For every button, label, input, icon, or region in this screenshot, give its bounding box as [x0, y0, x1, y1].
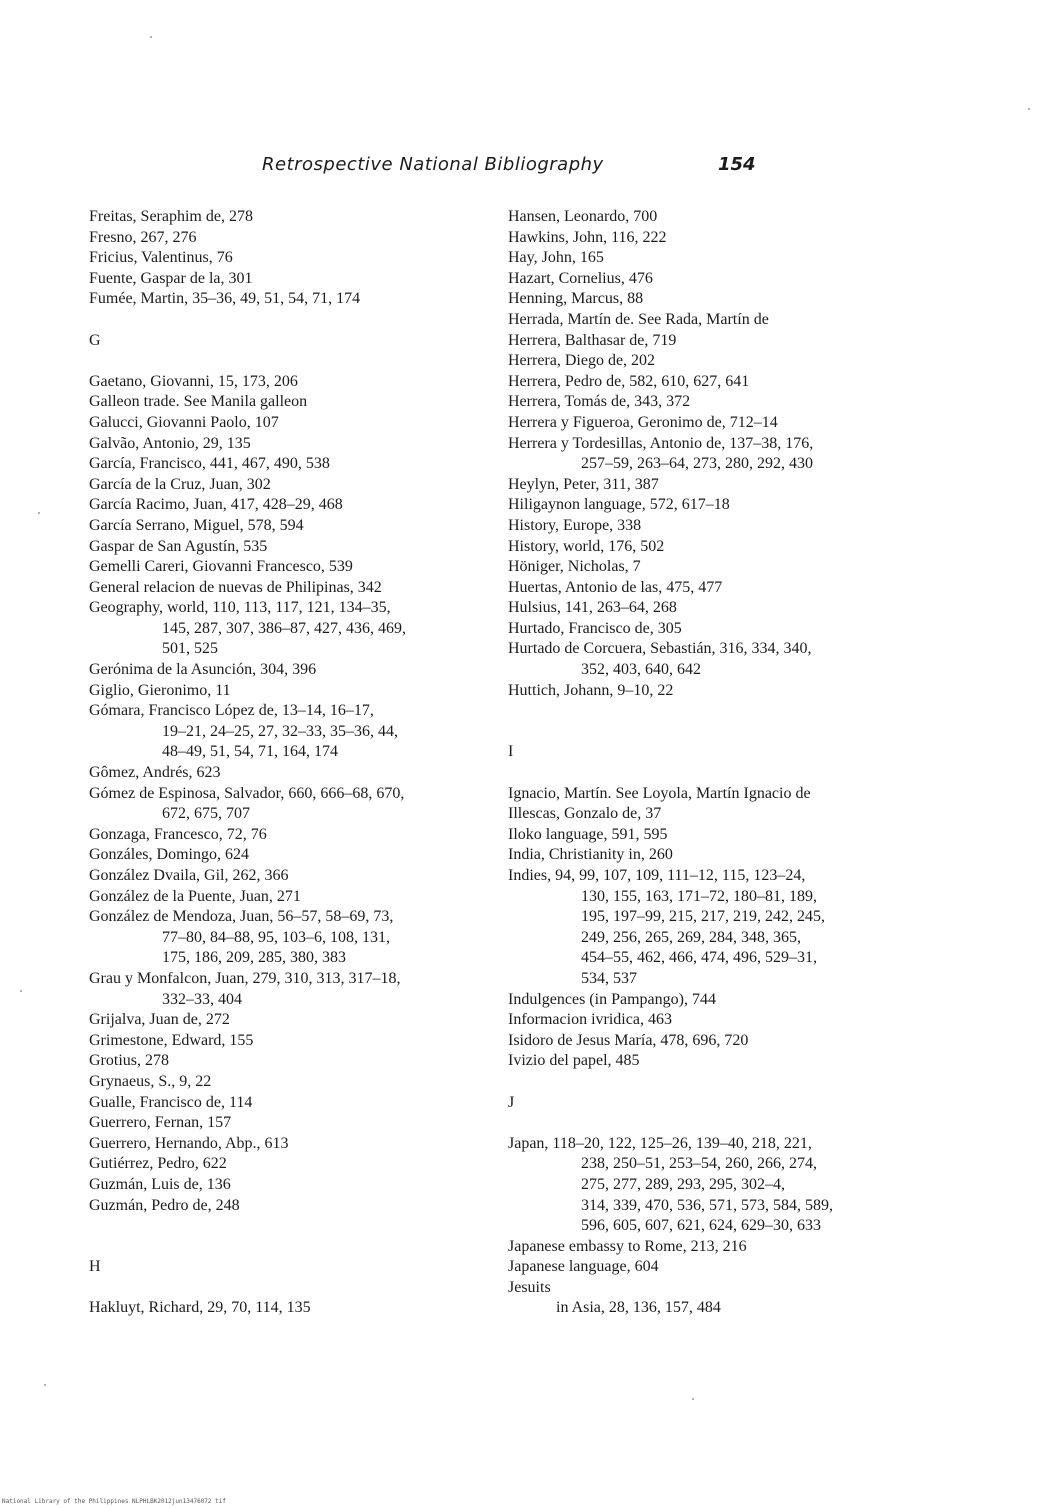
index-entry: González de la Puente, Juan, 271: [89, 887, 301, 905]
index-entry: Gômez, Andrés, 623: [89, 764, 221, 782]
scan-speck: [38, 512, 40, 514]
scan-speck: [20, 990, 22, 992]
index-entry: García Serrano, Miguel, 578, 594: [89, 516, 304, 534]
index-entry: Hiligaynon language, 572, 617–18: [508, 496, 730, 514]
index-entry: India, Christianity in, 260: [508, 846, 673, 864]
index-entry: González Dvaila, Gil, 262, 366: [89, 867, 289, 884]
index-entry-continuation: 275, 277, 289, 293, 295, 302–4,: [581, 1175, 785, 1193]
scan-speck: [150, 36, 152, 38]
index-entry: Herrada, Martín de. See Rada, Martín de: [508, 310, 769, 328]
spacer: [508, 1072, 928, 1093]
index-entry: Ignacio, Martín. See Loyola, Martín Ignacio de: [508, 784, 811, 802]
spacer: [89, 1278, 469, 1299]
scan-speck: [692, 1398, 694, 1400]
section-letter: H: [89, 1258, 101, 1276]
index-entry: Hakluyt, Richard, 29, 70, 114, 135: [89, 1299, 311, 1317]
index-entry: Gualle, Francisco de, 114: [89, 1093, 253, 1111]
index-entry: García, Francisco, 441, 467, 490, 538: [89, 455, 330, 473]
index-entry: García de la Cruz, Juan, 302: [89, 475, 271, 493]
index-entry: Fumée, Martin, 35–36, 49, 51, 54, 71, 174: [89, 290, 361, 308]
index-column-right: [508, 207, 928, 1319]
index-entry-continuation: 534, 537: [581, 969, 637, 987]
index-entry: Galvão, Antonio, 29, 135: [89, 434, 251, 452]
scan-speck: [44, 1384, 46, 1386]
spacer: [508, 1113, 928, 1134]
index-entry: Grau y Monfalcon, Juan, 279, 310, 313, 317–18,: [89, 969, 401, 987]
index-entry: Indulgences (in Pampango), 744: [508, 990, 716, 1008]
index-entry: Japanese embassy to Rome, 213, 216: [508, 1237, 747, 1255]
index-entry: Jesuits: [508, 1278, 551, 1296]
scan-speck: [1028, 108, 1030, 110]
index-entry: Galleon trade. See Manila galleon: [89, 393, 308, 411]
index-entry: Guerrero, Fernan, 157: [89, 1114, 232, 1132]
spacer: [508, 701, 928, 722]
index-entry: Heylyn, Peter, 311, 387: [508, 475, 659, 493]
index-entry: General relacion de nuevas de Philipinas, 342: [89, 578, 382, 596]
index-entry-continuation: 332–33, 404: [162, 990, 242, 1008]
index-entry: Japanese language, 604: [508, 1258, 659, 1276]
index-entry: Hurtado de Corcuera, Sebastián, 316, 334, 340,: [508, 640, 812, 658]
index-entry-continuation: 257–59, 263–64, 273, 280, 292, 430: [581, 455, 813, 473]
index-entry: Gonzáles, Domingo, 624: [89, 846, 249, 864]
book-title: Retrospective National Bibliography: [262, 154, 604, 175]
index-entry: Geography, world, 110, 113, 117, 121, 134–35,: [89, 599, 391, 617]
index-entry-continuation: 672, 675, 707: [162, 805, 250, 823]
index-column-left: [89, 207, 469, 1319]
index-entry: Giglio, Gieronimo, 11: [89, 681, 231, 699]
scan-footer: National Library of the Philippines NLPHLBK2012jun13476072 tif: [2, 1498, 226, 1505]
index-entry: Ivizio del papel, 485: [508, 1052, 640, 1070]
index-entry: Gerónima de la Asunción, 304, 396: [89, 661, 317, 679]
index-entry: Guerrero, Hernando, Abp., 613: [89, 1134, 289, 1152]
index-entry: Galucci, Giovanni Paolo, 107: [89, 413, 279, 431]
index-entry: Herrera, Tomás de, 343, 372: [508, 393, 691, 411]
index-entry-continuation: 77–80, 84–88, 95, 103–6, 108, 131,: [162, 928, 390, 946]
spacer: [89, 351, 469, 372]
index-entry: Huttich, Johann, 9–10, 22: [508, 681, 674, 699]
index-entry: Guzmán, Luis de, 136: [89, 1175, 231, 1193]
spacer: [508, 763, 928, 784]
spacer: [89, 1216, 469, 1237]
index-entry: Hansen, Leonardo, 700: [508, 208, 658, 225]
index-entry: Guzmán, Pedro de, 248: [89, 1196, 240, 1214]
index-entry: Gonzaga, Francesco, 72, 76: [89, 825, 267, 843]
index-entry: Japan, 118–20, 122, 125–26, 139–40, 218, 221,: [508, 1134, 812, 1152]
index-entry: Herrera y Figueroa, Geronimo de, 712–14: [508, 413, 778, 431]
index-entry: Gutiérrez, Pedro, 622: [89, 1155, 227, 1173]
index-entry: Grijalva, Juan de, 272: [89, 1011, 230, 1029]
index-entry: Fuente, Gaspar de la, 301: [89, 269, 253, 287]
index-entry: Gaetano, Giovanni, 15, 173, 206: [89, 372, 298, 390]
index-entry-continuation: 249, 256, 265, 269, 284, 348, 365,: [581, 928, 801, 946]
index-entry: Gómez de Espinosa, Salvador, 660, 666–68, 670,: [89, 784, 405, 802]
index-entry: Herrera, Pedro de, 582, 610, 627, 641: [508, 372, 750, 390]
index-entry: Informacion ivridica, 463: [508, 1011, 672, 1029]
index-entry: Hulsius, 141, 263–64, 268: [508, 599, 677, 617]
index-entry: Henning, Marcus, 88: [508, 290, 644, 308]
index-entry: Isidoro de Jesus María, 478, 696, 720: [508, 1031, 749, 1049]
index-entry: Hazart, Cornelius, 476: [508, 269, 653, 287]
index-entry: Freitas, Seraphim de, 278: [89, 208, 253, 225]
index-entry: History, Europe, 338: [508, 516, 642, 534]
index-entry: Herrera, Diego de, 202: [508, 352, 656, 370]
page-number: 154: [718, 154, 756, 175]
index-entry: Indies, 94, 99, 107, 109, 111–12, 115, 123–24,: [508, 867, 806, 884]
section-letter: J: [508, 1093, 515, 1111]
index-entry: Fricius, Valentinus, 76: [89, 249, 233, 267]
index-entry-continuation: 195, 197–99, 215, 217, 219, 242, 245,: [581, 908, 825, 926]
index-entry-continuation: 501, 525: [162, 640, 218, 658]
index-entry: Grotius, 278: [89, 1052, 169, 1070]
index-entry-continuation: 454–55, 462, 466, 474, 496, 529–31,: [581, 949, 817, 967]
index-entry-continuation: 596, 605, 607, 621, 624, 629–30, 633: [581, 1217, 821, 1235]
index-entry: Hawkins, John, 116, 222: [508, 228, 667, 246]
index-entry: Gómara, Francisco López de, 13–14, 16–17,: [89, 702, 374, 720]
index-entry: Huertas, Antonio de las, 475, 477: [508, 578, 723, 596]
running-header: [0, 154, 1064, 184]
index-entry-continuation: 145, 287, 307, 386–87, 427, 436, 469,: [162, 619, 406, 637]
index-entry-continuation: 238, 250–51, 253–54, 260, 266, 274,: [581, 1155, 817, 1173]
index-entry: Herrera, Balthasar de, 719: [508, 331, 677, 349]
index-entry: González de Mendoza, Juan, 56–57, 58–69, 73,: [89, 908, 394, 926]
index-entry-continuation: 175, 186, 209, 285, 380, 383: [162, 949, 346, 967]
index-entry: Illescas, Gonzalo de, 37: [508, 805, 662, 823]
spacer: [89, 310, 469, 331]
index-entry-continuation: 352, 403, 640, 642: [581, 661, 701, 679]
index-entry-continuation: 48–49, 51, 54, 71, 164, 174: [162, 743, 338, 761]
index-entry: Hurtado, Francisco de, 305: [508, 619, 682, 637]
index-entry: Höniger, Nicholas, 7: [508, 558, 641, 576]
spacer: [508, 722, 928, 743]
index-entry: Gaspar de San Agustín, 535: [89, 537, 268, 555]
index-subentry: in Asia, 28, 136, 157, 484: [556, 1299, 721, 1317]
section-letter: I: [508, 743, 514, 761]
index-entry: García Racimo, Juan, 417, 428–29, 468: [89, 496, 343, 514]
index-entry: History, world, 176, 502: [508, 537, 665, 555]
index-entry: Hay, John, 165: [508, 249, 604, 267]
index-entry: Grynaeus, S., 9, 22: [89, 1072, 212, 1090]
section-letter: G: [89, 331, 101, 349]
spacer: [89, 1237, 469, 1258]
index-entry: Fresno, 267, 276: [89, 228, 197, 246]
index-entry: Grimestone, Edward, 155: [89, 1031, 254, 1049]
index-entry-continuation: 19–21, 24–25, 27, 32–33, 35–36, 44,: [162, 722, 398, 740]
index-entry: Herrera y Tordesillas, Antonio de, 137–38, 176,: [508, 434, 814, 452]
index-entry-continuation: 130, 155, 163, 171–72, 180–81, 189,: [581, 887, 817, 905]
index-entry-continuation: 314, 339, 470, 536, 571, 573, 584, 589,: [581, 1196, 833, 1214]
index-entry: Gemelli Careri, Giovanni Francesco, 539: [89, 558, 353, 576]
index-entry: Iloko language, 591, 595: [508, 825, 668, 843]
